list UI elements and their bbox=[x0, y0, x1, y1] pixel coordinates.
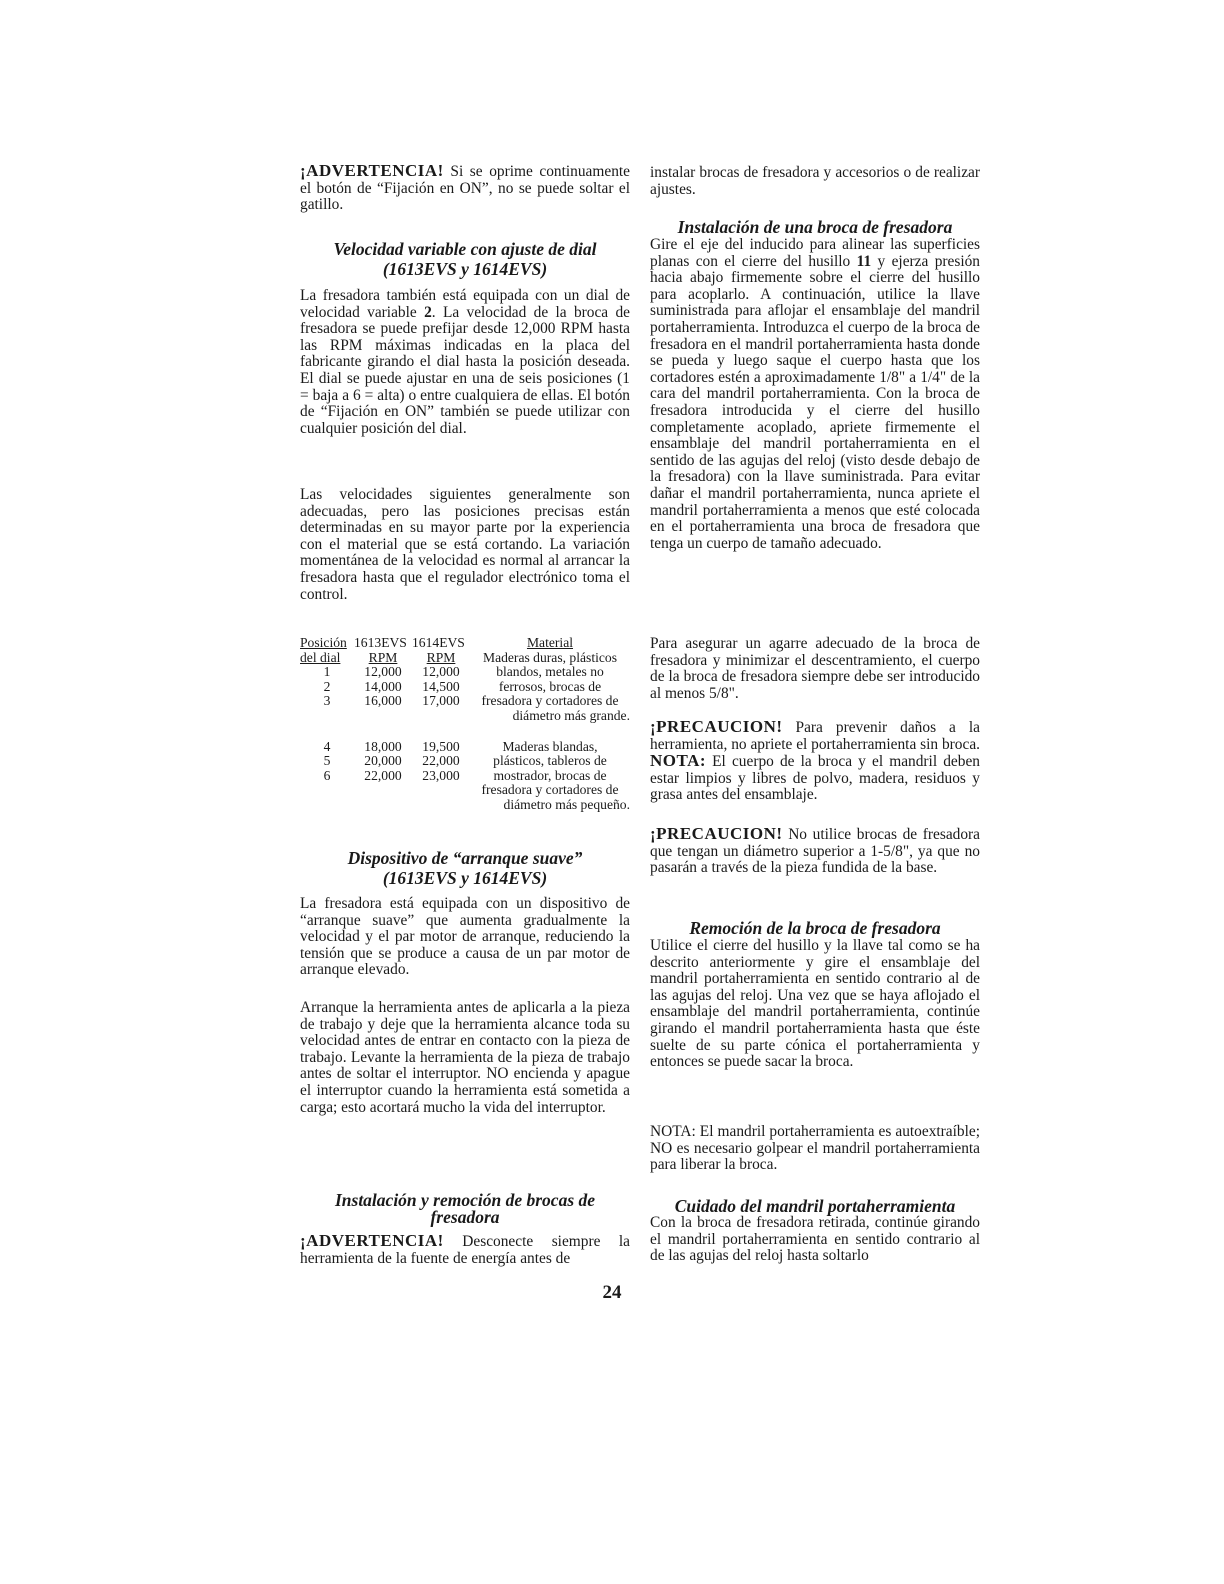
material-text: fresadora y cortadores de bbox=[481, 782, 619, 798]
warning-label: ¡ADVERTENCIA! bbox=[300, 161, 444, 180]
note-label: NOTA: bbox=[650, 751, 707, 771]
text: Gire el eje del inducido para alinear las superficies planas con el cierre del husillo bbox=[650, 236, 980, 270]
heading-remocion-broca: Remoción de la broca de fresadora bbox=[689, 918, 941, 938]
table-cell bbox=[354, 798, 412, 813]
table-cell: 20,000 bbox=[364, 753, 402, 769]
note-autoextraible: NOTA: El mandril portaherramienta es autoextraíble; NO es necesario golpear el mandril portaherramienta para liberar la broca. bbox=[650, 1123, 980, 1174]
caution-sin-broca bbox=[650, 719, 980, 804]
material-text: diámetro más grande. bbox=[512, 707, 630, 723]
material-text: diámetro más pequeño. bbox=[503, 796, 630, 812]
col-header: RPM bbox=[426, 649, 456, 665]
ref-number: 2 bbox=[424, 303, 432, 321]
warning-fijacion bbox=[300, 163, 630, 214]
col-header: 1614EVS bbox=[412, 635, 465, 650]
ref-number: 11 bbox=[856, 252, 872, 270]
col-header: 1613EVS bbox=[354, 635, 407, 650]
para-continuacion: instalar brocas de fresadora y accesorios o de realizar ajustes. bbox=[650, 164, 980, 198]
table-cell: plásticos, tableros de bbox=[493, 753, 607, 769]
table-cell: 19,500 bbox=[422, 738, 460, 754]
table-cell: 22,000 bbox=[364, 767, 402, 783]
table-cell: blandos, metales no bbox=[496, 664, 604, 680]
table-cell: 22,000 bbox=[422, 753, 460, 769]
caution-text: Para prevenir daños a la herramienta, no apriete el portaherramienta sin broca. bbox=[650, 719, 980, 753]
heading-line: Velocidad variable con ajuste de dial bbox=[333, 239, 597, 259]
caution-text: No utilice brocas de fresadora que tengan un diámetro superior a 1-5/8", ya que no pasarán a través de la pieza fundida de la base. bbox=[650, 826, 980, 877]
caution-diametro bbox=[650, 826, 980, 877]
table-cell: 3 bbox=[323, 693, 331, 709]
para-instalacion bbox=[650, 237, 980, 552]
table-cell bbox=[412, 709, 470, 724]
text: . La velocidad de la broca de fresadora se puede prefijar desde 12,000 RPM hasta las RPM máximas indicadas en la placa del fabricante girando el dial hasta la posición deseada. El dial se puede ajustar en una de seis posiciones (1 = baja a 6 = alta) o entre cualquiera de ellas. El botón de “Fijación en ON” también se puede utilizar con cualquier posición del dial. bbox=[300, 303, 630, 437]
para-arranque: La fresadora está equipada con un dispositivo de “arranque suave” que aumenta gradualmente la velocidad y el par motor de arranque, reduciendo la tensión que se produce a causa de un par motor de arranque elevado. bbox=[300, 895, 630, 979]
warning-text: Si se oprime continuamente el botón de “Fijación en ON”, no se puede soltar el gatillo. bbox=[300, 163, 630, 214]
para-velocidades: Las velocidades siguientes generalmente son adecuadas, pero las posiciones precisas están determinadas en su mayor parte por la experiencia con el material que se está cortando. La variación momentánea de la velocidad es normal al arrancar la fresadora hasta que el regulador electrónico toma el control. bbox=[300, 486, 630, 603]
table-cell: 6 bbox=[323, 767, 331, 783]
col-header: Posición bbox=[300, 635, 347, 650]
heading-arranque-suave bbox=[300, 848, 630, 888]
warning-label: ¡ADVERTENCIA! bbox=[300, 1231, 444, 1250]
para-remocion: Utilice el cierre del husillo y la llave tal como se ha descrito anteriormente y gire el ensamblaje del mandril portaherramienta en sentido contrario al de las agujas del reloj. Una vez que se haya aflojado el ensamblaje del mandril portaherramienta, continúe girando el mandril portaherramienta hasta que éste suelte de su parte cónica el portaherramienta y entonces se puede sacar la broca. bbox=[650, 937, 980, 1071]
table-cell: 12,000 bbox=[422, 664, 460, 680]
heading-instalacion-remocion bbox=[300, 1192, 630, 1226]
table-cell bbox=[300, 709, 354, 724]
caution-label: ¡PRECAUCION! bbox=[650, 717, 783, 736]
para-arranque-herramienta: Arranque la herramienta antes de aplicarla a la pieza de trabajo y deje que la herramienta alcance toda su velocidad antes de entrar en contacto con la pieza de trabajo. Levante la herramienta de la pieza de trabajo antes de soltar el interruptor. NO encienda y apague el interruptor cuando la herramienta está sometida a carga; esto acortará mucho la vida del interruptor. bbox=[300, 999, 630, 1116]
col-header: RPM bbox=[368, 649, 398, 665]
para-dial bbox=[300, 288, 630, 437]
warning-text: Desconecte siempre la herramienta de la fuente de energía antes de bbox=[300, 1233, 630, 1267]
table-cell: 17,000 bbox=[422, 693, 460, 709]
para-agarre: Para asegurar un agarre adecuado de la broca de fresadora y minimizar el descentramiento, el cuerpo de la broca de fresadora siempre debe ser introducido al menos 5/8". bbox=[650, 635, 980, 702]
warning-desconecte bbox=[300, 1233, 630, 1267]
heading-line: (1613EVS y 1614EVS) bbox=[382, 259, 548, 279]
table-row bbox=[300, 694, 630, 709]
heading-line: (1613EVS y 1614EVS) bbox=[382, 868, 548, 888]
table-cell: ferrosos, brocas de bbox=[498, 678, 602, 694]
caution-label: ¡PRECAUCION! bbox=[650, 824, 783, 843]
table-cell: fresadora y cortadores de bbox=[481, 693, 619, 709]
table-cell bbox=[412, 783, 470, 798]
table-cell: 12,000 bbox=[364, 664, 402, 680]
heading-velocidad-variable bbox=[300, 239, 630, 279]
table-cell: 14,000 bbox=[364, 678, 402, 694]
table-cell: 23,000 bbox=[422, 767, 460, 783]
heading-cuidado-mandril: Cuidado del mandril portaherramienta bbox=[674, 1196, 956, 1216]
col-header: del dial bbox=[300, 649, 341, 665]
table-row bbox=[300, 680, 630, 695]
heading-line: fresadora bbox=[430, 1207, 500, 1227]
table-row bbox=[300, 665, 630, 680]
table-cell bbox=[354, 783, 412, 798]
heading-line: Instalación y remoción de brocas de bbox=[334, 1190, 596, 1210]
table-row bbox=[300, 740, 630, 755]
table-cell: 14,500 bbox=[422, 678, 460, 694]
table-cell bbox=[300, 724, 354, 740]
table-row bbox=[300, 754, 630, 769]
table-cell bbox=[354, 709, 412, 724]
note-text: El cuerpo de la broca y el mandril deben estar limpios y libres de polvo, madera, residuos y grasa antes del ensamblaje. bbox=[650, 753, 980, 804]
table-cell: Maderas blandas, bbox=[502, 738, 598, 754]
table-cell: 18,000 bbox=[364, 738, 402, 754]
table-cell: 5 bbox=[323, 753, 331, 769]
page-number: 24 bbox=[602, 1282, 622, 1303]
table-cell bbox=[300, 798, 354, 813]
table-cell: 4 bbox=[323, 738, 331, 754]
heading-instalacion-broca: Instalación de una broca de fresadora bbox=[677, 217, 953, 237]
text: La fresadora también está equipada con un dial de velocidad variable bbox=[300, 287, 630, 321]
table-cell: 1 bbox=[323, 664, 331, 680]
table-cell: 2 bbox=[323, 678, 331, 694]
para-cuidado: Con la broca de fresadora retirada, continúe girando el mandril portaherramienta en sentido contrario al de las agujas del reloj hasta soltarlo bbox=[650, 1214, 980, 1265]
table-cell bbox=[412, 798, 470, 813]
table-row bbox=[300, 769, 630, 784]
text: y ejerza presión hacia abajo firmemente sobre el cierre del husillo para acoplarlo. A continuación, utilice la llave suministrada para aflojar el ensamblaje del mandril portaherramienta. Introduzca el cuerpo de la broca de fresadora en el mandril portaherramienta hasta donde se pueda y luego saque el cuerpo hasta que los cortadores estén a aproximadamente 1/8" a 1/4" de la cara del mandril portaherramienta. Con la broca de fresadora introducida y el cierre del husillo completamente acoplado, apriete firmemente el ensamblaje del mandril portaherramienta en el sentido de las agujas del reloj (visto desde debajo de la fresadora) con la llave suministrada. Para evitar dañar el mandril portaherramienta, nunca apriete el mandril portaherramienta a menos que esté colocada en el portaherramienta una broca de fresadora que tenga un cuerpo de tamaño adecuado. bbox=[650, 252, 980, 552]
table-cell: mostrador, brocas de bbox=[493, 767, 607, 783]
heading-line: Dispositivo de “arranque suave” bbox=[347, 848, 583, 868]
table-cell bbox=[300, 783, 354, 798]
table-cell: 16,000 bbox=[364, 693, 402, 709]
col-header: Material bbox=[526, 635, 574, 650]
material-text: Maderas duras, plásticos bbox=[482, 649, 617, 665]
